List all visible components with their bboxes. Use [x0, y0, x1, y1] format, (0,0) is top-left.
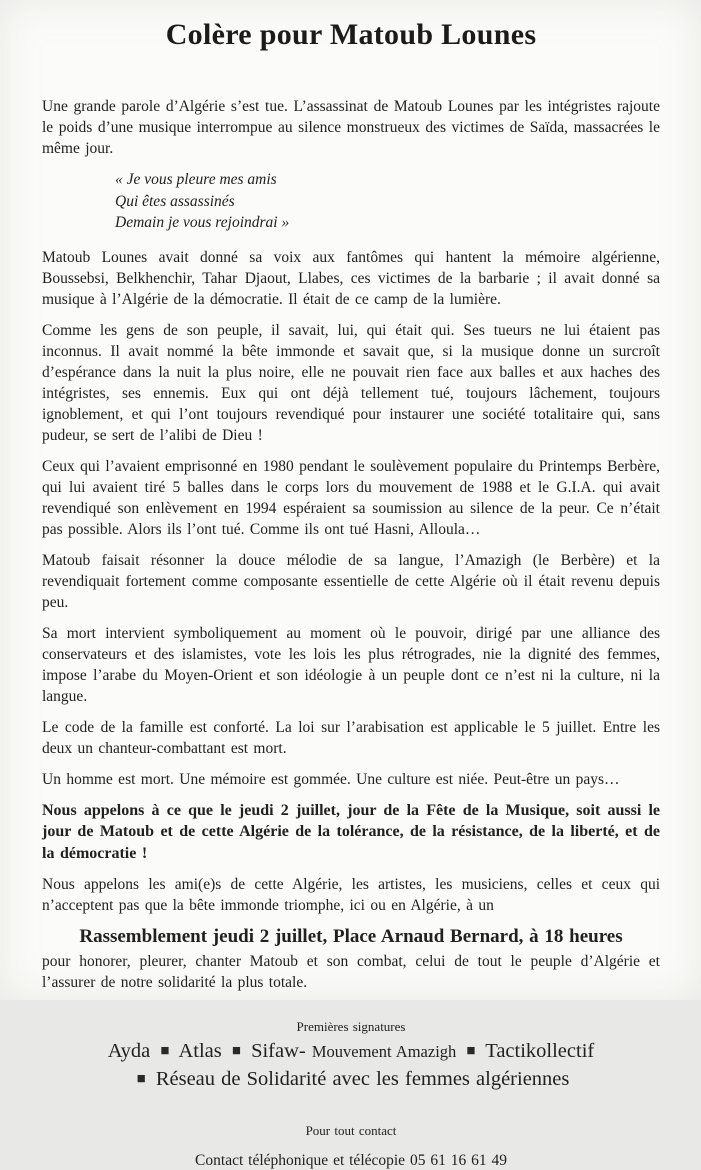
signature-name: Tactikollectif	[485, 1040, 595, 1062]
paragraph-intro: Une grande parole d’Algérie s’est tue. L’assassinat de Matoub Lounes par les intégristes rajoute le poids d’une musique interrompue au silence monstrueux des victimes de Saïda, massacrées le même jour.	[42, 98, 660, 157]
signatures-line-1	[42, 1040, 660, 1063]
signature-name: Atlas	[178, 1040, 222, 1062]
square-bullet-icon: ■	[136, 1071, 146, 1087]
rally-announcement: Rassemblement jeudi 2 juillet, Place Arnaud Bernard, à 18 heures	[79, 926, 623, 947]
paragraph-emprisonne: Ceux qui l’avaient emprisonné en 1980 pendant le soulèvement populaire du Printemps Berbère, qui lui avaient tiré 5 balles dans le corps lors du mouvement de 1988 et le G.I.A. qui avait revendiqué son enlèvement en 1994 espéraient sa soumission au silence de la peur. Ce n’était pas possible. Alors ils l’ont tué. Comme ils ont tué Hasni, Alloula…	[42, 457, 660, 538]
square-bullet-icon: ■	[231, 1043, 241, 1059]
paragraph-appel-fete-musique: Nous appelons à ce que le jeudi 2 juillet, jour de la Fête de la Musique, soit aussi le jour de Matoub et de cette Algérie de la tolérance, de la résistance, de la liberté, et de la démocratie !	[42, 801, 660, 862]
paragraph-honorer: pour honorer, pleurer, chanter Matoub et son combat, celui de tout le peuple d’Algérie et l’assurer de notre solidarité la plus totale.	[42, 953, 660, 991]
signature-name-subtitle: Mouvement Amazigh	[311, 1042, 457, 1061]
signature-name: Réseau de Solidarité avec les femmes algériennes	[155, 1068, 570, 1090]
contact-phone-line: Contact téléphonique et télécopie 05 61 16 61 49	[195, 1152, 507, 1169]
page-title: Colère pour Matoub Lounes	[165, 18, 537, 51]
paragraph-code-famille: Le code de la famille est conforté. La loi sur l’arabisation est applicable le 5 juillet. Entre les deux un chanteur-combattant est mort.	[42, 718, 660, 757]
quote-line: « Je vous pleure mes amis	[115, 171, 277, 188]
paragraph-tueurs: Comme les gens de son peuple, il savait, lui, qui était qui. Ses tueurs ne lui étaient pas inconnus. Il avait nommé la bête immonde et savait que, si la musique donne un surcroît d’espérance dans la nuit la plus noire, elle ne pouvait rien face aux balles et aux haches des intégristes, ses ennemis. Eux qui ont déjà tellement tué, toujours lâchement, toujours ignoblement, et qui l’ont toujours revendiqué pour instaurer une société totalitaire qui, sans pudeur, se sert de l’alibi de Dieu !	[42, 321, 660, 444]
signature-name: Ayda	[107, 1040, 151, 1062]
paragraph-voix-fantomes: Matoub Lounes avait donné sa voix aux fantômes qui hantent la mémoire algérienne, Boussebsi, Belkhenchir, Tahar Djaout, Llabes, ces victimes de la barbarie ; il avait donné sa musique à l’Algérie de la démocratie. Il était de ce camp de la lumière.	[42, 248, 660, 308]
paragraph-appel-amis: Nous appelons les ami(e)s de cette Algérie, les artistes, les musiciens, celles et ceux qui n’acceptent pas que la bête immonde triomphe, ici ou en Algérie, à un	[42, 876, 660, 914]
paragraph-sa-mort: Sa mort intervient symboliquement au moment où le pouvoir, dirigé par une alliance des conservateurs et des islamistes, vote les lois les plus rétrogrades, nie la dignité des femmes, impose l’arabe du Moyen-Orient et son idéologie à un peuple dont ce n’est ni la culture, ni la langue.	[42, 624, 660, 705]
paragraph-amazigh: Matoub faisait résonner la douce mélodie de sa langue, l’Amazigh (le Berbère) et la revendiquait fortement comme composante essentielle de cette Algérie où il était revenu depuis peu.	[42, 551, 660, 611]
contact-heading: Pour tout contact	[305, 1123, 397, 1138]
paragraph-un-homme: Un homme est mort. Une mémoire est gommée. Une culture est niée. Peut-être un pays…	[42, 770, 620, 788]
square-bullet-icon: ■	[466, 1043, 476, 1059]
poem-quote	[115, 169, 660, 234]
signatures-line-2	[42, 1068, 660, 1091]
signature-name: Sifaw-	[251, 1040, 306, 1062]
quote-line: Qui êtes assassinés	[115, 192, 235, 210]
square-bullet-icon: ■	[160, 1043, 170, 1059]
signatures-heading: Premières signatures	[296, 1019, 406, 1034]
quote-line: Demain je vous rejoindrai »	[115, 214, 290, 231]
